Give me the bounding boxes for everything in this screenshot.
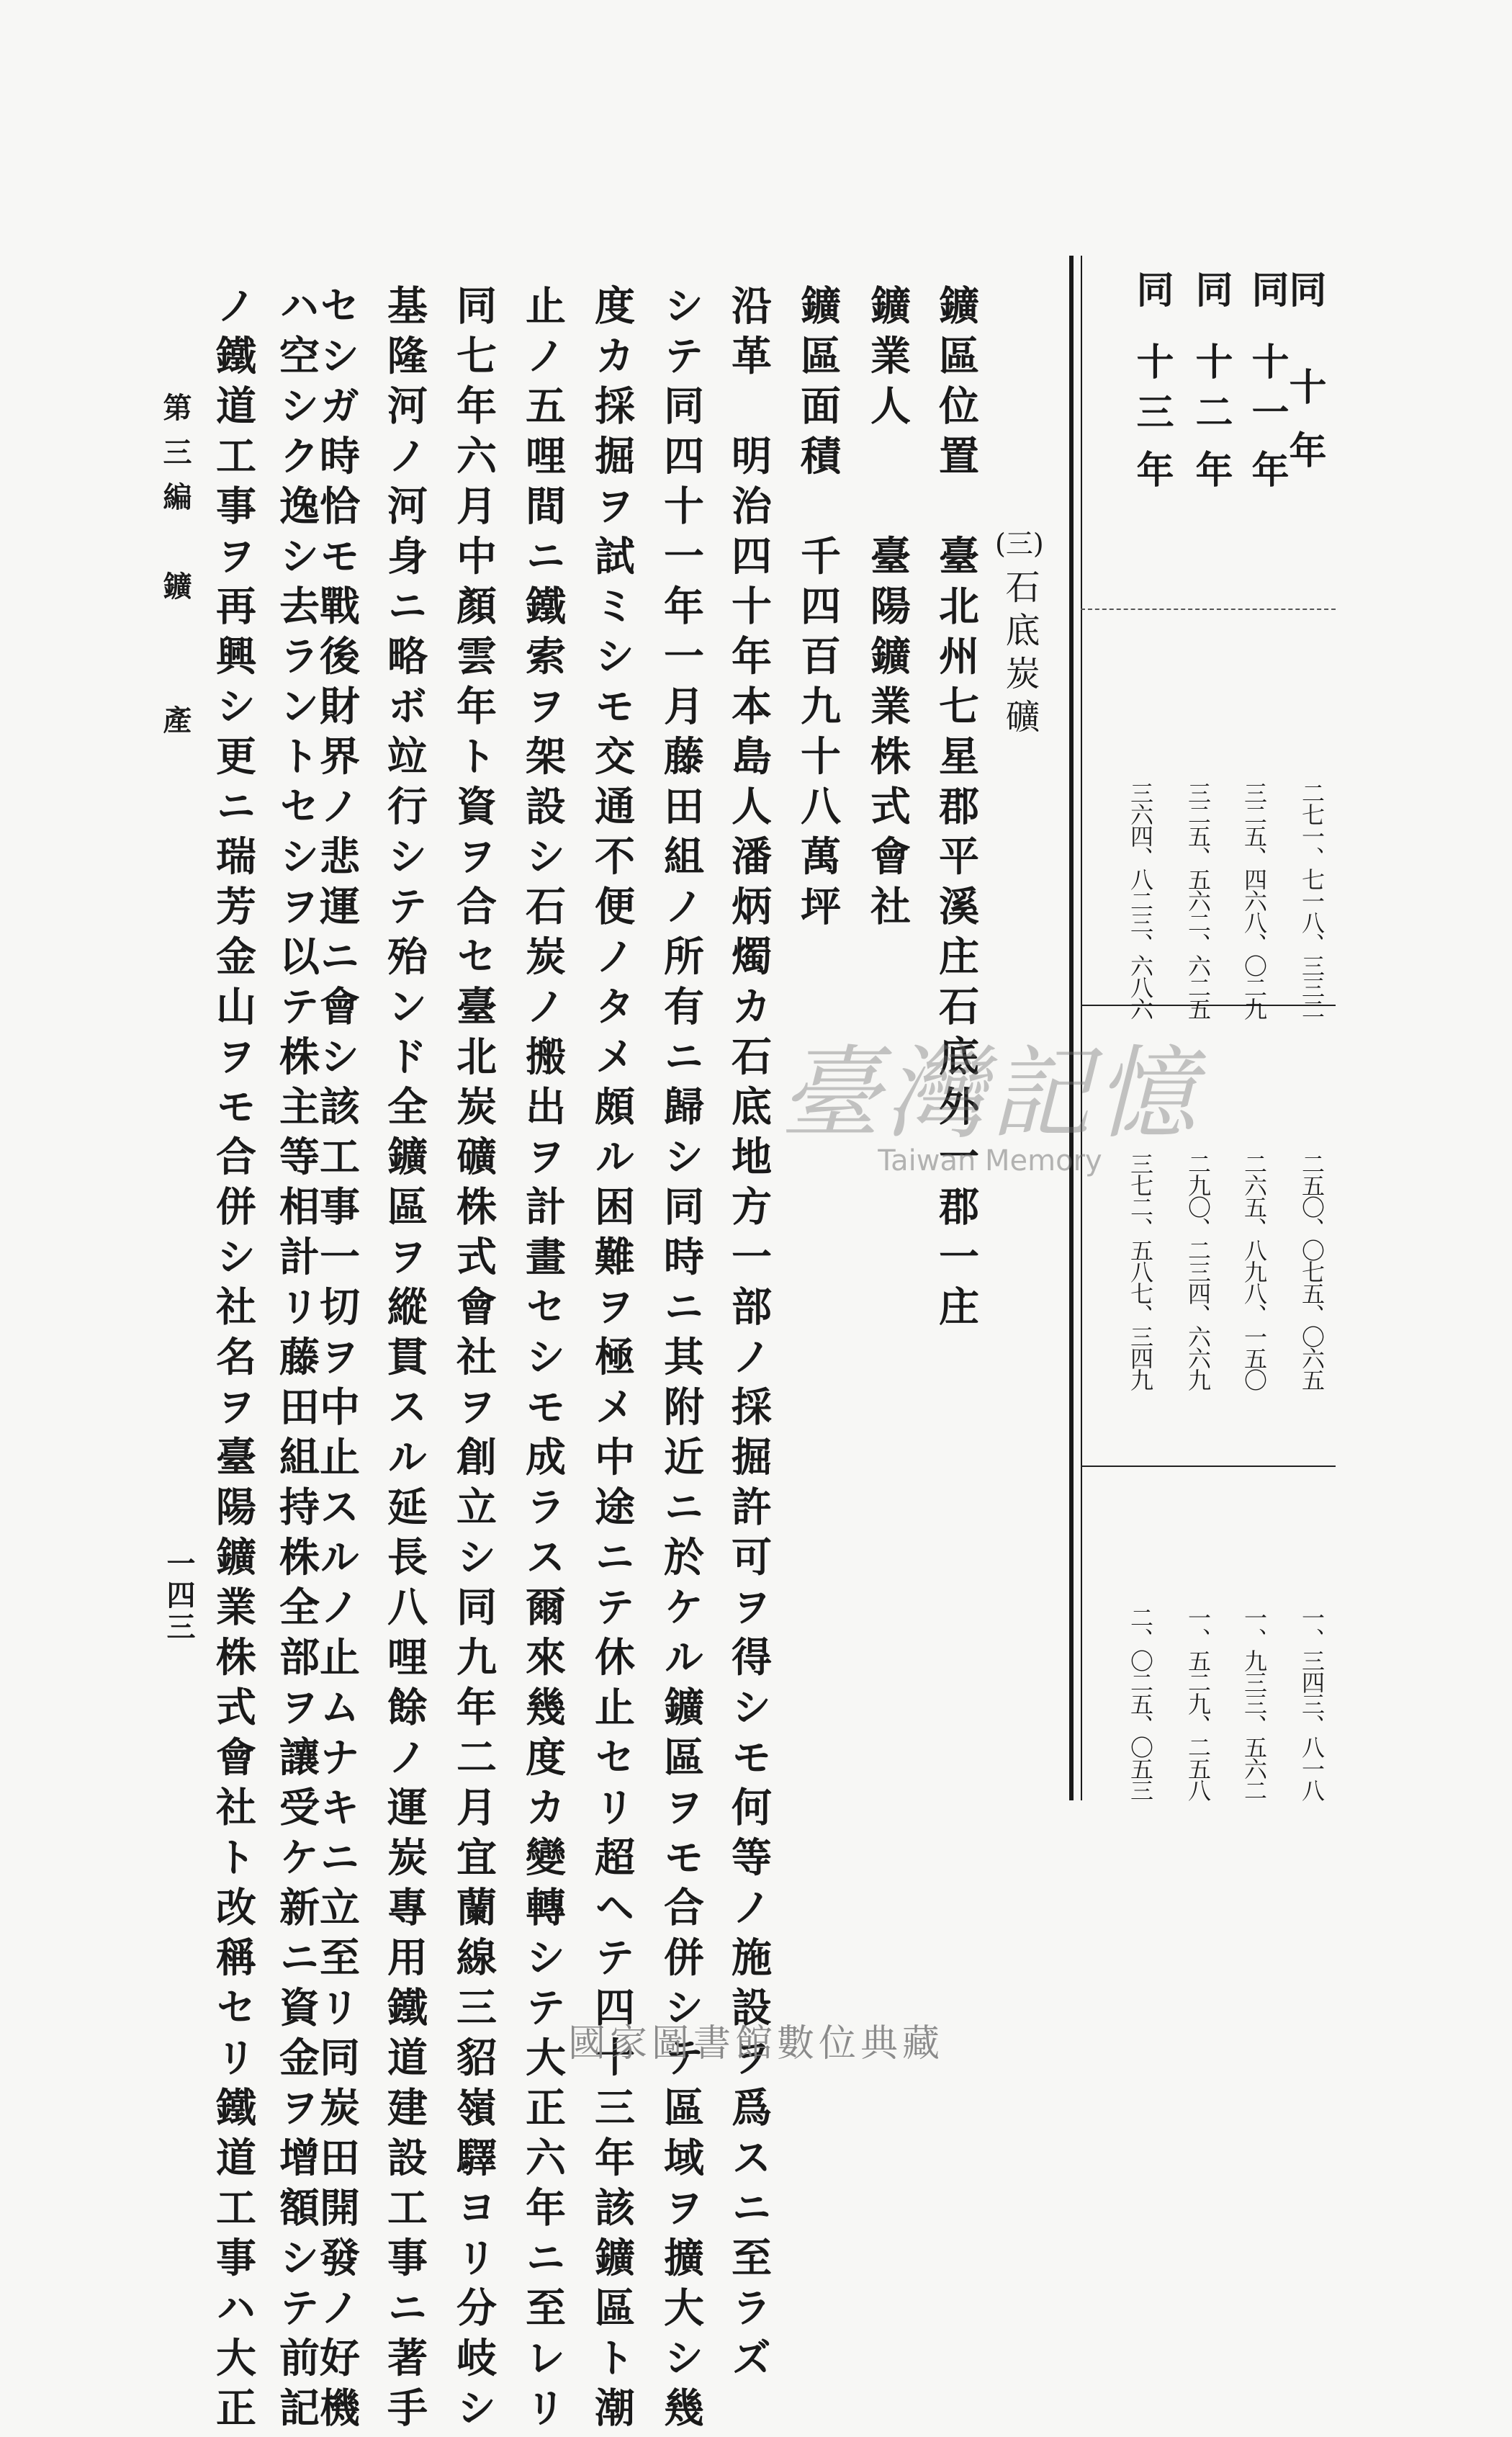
section-heading: [1001, 569, 1038, 742]
year-suffix: 年: [1189, 450, 1233, 488]
body-column: 基隆河ノ河身ニ略ボ竝行シテ殆ンド全鑛區ヲ縱貫スル延長八哩餘ノ運炭專用鐵道建設工事ニ著手: [381, 284, 428, 2437]
table-cell: 三六四、八二三、六八六: [1127, 781, 1154, 1019]
year-prefix: 同: [1245, 270, 1289, 328]
table-cell: 三二五、四六八、〇二九: [1241, 781, 1268, 1019]
year-suffix: 年: [1245, 450, 1289, 488]
running-head: 第三編 鑛 產: [158, 392, 192, 750]
body-column: 鑛業人 臺陽鑛業株式會社: [864, 284, 912, 935]
watermark-subtitle: Taiwan Memory: [878, 1144, 1102, 1177]
table-cell: 三七二、五八七、三四九: [1127, 1152, 1154, 1390]
year-number: 十三: [1130, 342, 1174, 443]
table-border-outer: [1069, 256, 1074, 1800]
page-number: 一四三: [162, 1548, 196, 1643]
year-suffix: 年: [1282, 431, 1326, 468]
body-column: 同七年六月中顏雲年ト資ヲ合セ臺北炭礦株式會社ヲ創立シ同九年二月宜蘭線三貂嶺驛ヨリ分岐シ: [450, 284, 498, 2437]
body-column: 鑛區面積 千四百九十八萬坪: [794, 284, 842, 935]
section-number: (三): [995, 528, 1044, 560]
year-prefix: 同: [1282, 270, 1326, 328]
table-divider: [1081, 609, 1336, 610]
body-column: 鑛區位置 臺北州七星郡平溪庄石底外一郡一庄: [932, 284, 980, 1336]
body-column: ハ空シク逸シ去ラントセシヲ以テ株主等相計リ藤田組持株全部ヲ讓受ケ新ニ資金ヲ增額シテ前記: [273, 284, 320, 2437]
year-number: 十: [1282, 367, 1326, 418]
table-row-year: [1114, 270, 1189, 488]
table-cell: 二七一、七一八、三三二: [1298, 781, 1326, 1019]
year-number: 十一: [1245, 342, 1289, 443]
body-column: 度カ採掘ヲ試ミシモ交通不便ノタメ頗ル困難ヲ極メ中途ニテ休止セリ超ヘテ四十三年該鑛區ト潮: [588, 284, 636, 2437]
table-cell: 二六五、八九八、一五〇: [1241, 1152, 1268, 1390]
library-credit: 國家圖書館數位典藏: [567, 2022, 944, 2065]
watermark-logo: 臺灣記憶: [779, 1036, 1200, 1153]
table-divider: [1081, 1466, 1336, 1467]
year-number: 十二: [1189, 342, 1233, 443]
table-cell: 二九〇、二三四、六六九: [1184, 1152, 1212, 1390]
table-cell: 一、五二九、二五八: [1184, 1606, 1212, 1800]
year-prefix: 同: [1189, 270, 1233, 328]
table-cell: 二、〇二五、〇五三: [1127, 1606, 1154, 1800]
table-cell: 一、三四三、八一八: [1298, 1606, 1326, 1800]
year-prefix: 同: [1130, 270, 1174, 328]
table-cell: 三二五、五六二、六二五: [1184, 781, 1212, 1019]
body-column: 沿革 明治四十年本島人潘炳燭カ石底地方一部ノ採掘許可ヲ得シモ何等ノ施設ヲ爲スニ至ラズ: [725, 284, 773, 2387]
year-suffix: 年: [1130, 450, 1174, 488]
body-column: シテ同四十一年一月藤田組ノ所有ニ歸シ同時ニ其附近ニ於ケル鑛區ヲモ合併シテ區域ヲ擴大シ幾: [657, 284, 705, 2437]
body-column: 止ノ五哩間ニ鐵索ヲ架設シ石炭ノ搬出ヲ計畫セシモ成ラス爾來幾度カ變轉シテ大正六年ニ至レリ: [519, 284, 567, 2437]
table-cell: 一、九三三、五六二: [1241, 1606, 1268, 1800]
body-column: ノ鐵道工事ヲ再興シ更ニ瑞芳金山ヲモ合併シ社名ヲ臺陽鑛業株式會社ト改稱セリ鐵道工事ハ大正: [210, 284, 257, 2437]
table-cell: 二五〇、〇七五、〇六五: [1298, 1152, 1326, 1390]
table-border-inner: [1081, 256, 1082, 1800]
body-column: セシガ時恰モ戰後財界ノ悲運ニ會シ該工事一切ヲ中止スルノ止ムナキニ立至リ同炭田開發ノ好機: [313, 284, 361, 2437]
section-title: 石底炭礦: [999, 569, 1040, 742]
statistics-table: [1069, 256, 1336, 1800]
